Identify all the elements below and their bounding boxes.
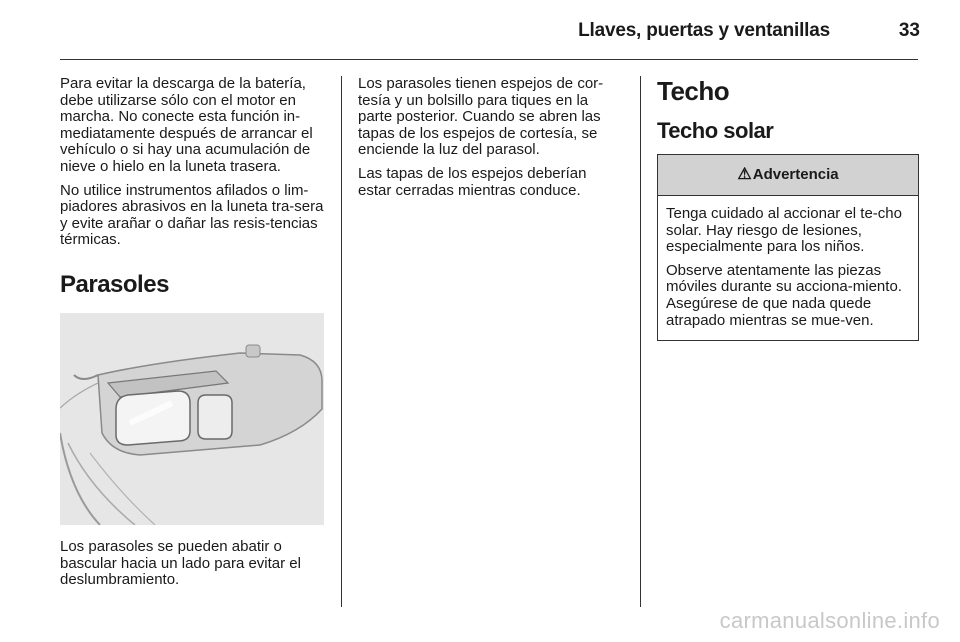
page-header-title: Llaves, puertas y ventanillas: [578, 20, 830, 41]
warning-header: [658, 155, 918, 196]
sun-visor-illustration: [60, 313, 324, 525]
warning-paragraph: Tenga cuidado al accionar el te-cho solar. Hay riesgo de lesiones, especialmente para los niños.: [666, 205, 902, 256]
section-heading-techo: Techo: [657, 76, 730, 106]
warning-paragraph: Observe atentamente las piezas móviles durante su acciona-miento. Asegúrese de que nada quede atrapado mientras se mue-ven.: [666, 261, 902, 329]
page-header: [0, 0, 960, 60]
watermark: carmanualsonline.info: [719, 608, 940, 633]
body-paragraph: Los parasoles tienen espejos de cor-tesía y un bolsillo para tiques en la parte posterior. Cuando se abren las tapas de los espejos de cortesía, se enciende la luz del parasol.: [358, 75, 604, 159]
warning-triangle-icon: ⚠: [737, 165, 752, 183]
warning-box: [657, 154, 919, 341]
column-divider: [640, 76, 641, 607]
subsection-heading-techo-solar: Techo solar: [657, 118, 774, 143]
column-divider: [341, 76, 342, 607]
page-number: 33: [898, 20, 920, 41]
body-paragraph: No utilice instrumentos afilados o lim-piadores abrasivos en la luneta tra-sera y evite arañar o dañar las resis-tencias térmicas.: [60, 181, 324, 249]
section-heading-parasoles: Parasoles: [60, 270, 169, 298]
column-middle: [358, 76, 622, 206]
warning-title: Advertencia: [752, 165, 839, 183]
warning-body: [658, 196, 918, 340]
column-left: [60, 76, 324, 596]
body-paragraph: Para evitar la descarga de la batería, debe utilizarse sólo con el motor en marcha. No conecte esta función in-mediatamente después de arrancar el vehículo o si hay una acumulación de nieve o hielo en la luneta trasera.: [60, 75, 313, 175]
body-paragraph: Las tapas de los espejos deberían estar cerradas mientras conduce.: [358, 164, 587, 199]
illustration-caption: Los parasoles se pueden abatir o bascular hacia un lado para evitar el deslumbramiento.: [60, 537, 301, 589]
header-divider: [60, 59, 918, 60]
column-right: [657, 76, 919, 341]
